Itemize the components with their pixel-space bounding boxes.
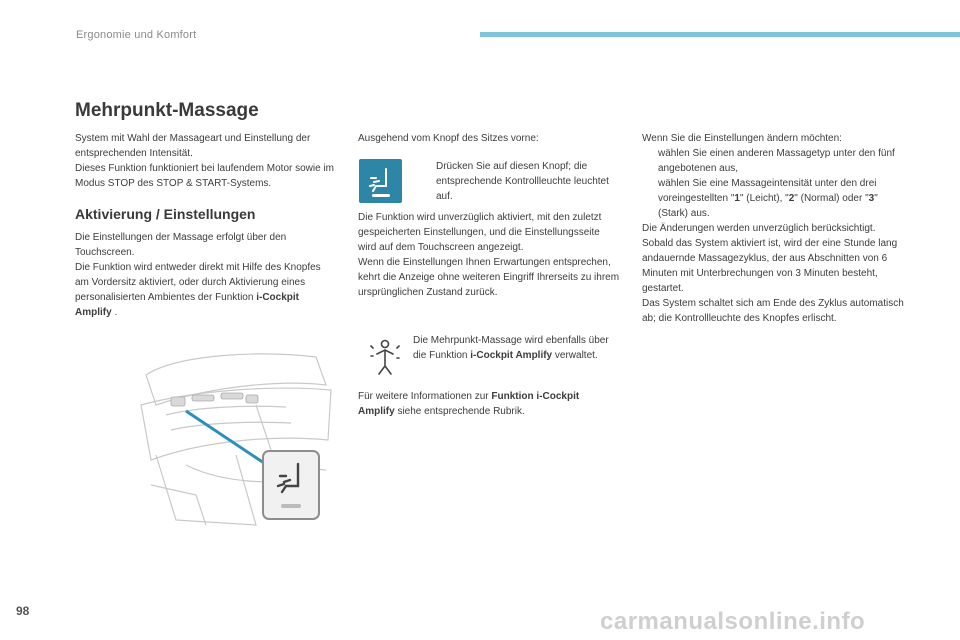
page-title: Mehrpunkt-Massage — [75, 100, 259, 121]
massage-button-icon — [359, 159, 402, 203]
icockpit-amplify-label: i-Cockpit Amplify — [75, 292, 299, 318]
massage-type-bullet: wählen Sie einen anderen Massagetyp unter den fünf angebotenen aus, — [658, 148, 895, 174]
massage-button-picture — [262, 450, 320, 520]
page-number: 98 — [16, 604, 30, 618]
press-button-bullet: Drücken Sie auf diesen Knopf; die entsprechende Kontrollleuchte leuchtet auf. — [420, 159, 610, 204]
activation-paragraph-1: Die Einstellungen der Massage erfolgt über den Touchscreen. — [75, 232, 287, 258]
change-settings-intro: Wenn Sie die Einstellungen ändern möchten: — [642, 133, 842, 144]
activation-text — [75, 230, 325, 320]
seat-massage-icon — [359, 159, 402, 203]
button-intro: Ausgehend vom Knopf des Sitzes vorne: — [358, 133, 539, 144]
seat-massage-icon — [264, 452, 318, 518]
bullet-marker — [420, 159, 430, 204]
activation-paragraph-2: Die Funktion wird entweder direkt mit Hilfe des Knopfes am Vordersitz aktiviert, oder durch Aktivierung eines personalisierten Ambientes der Funktion i-Cockpit Amplify . — [75, 262, 321, 318]
header-accent-bar — [480, 32, 960, 37]
auto-return-paragraph: Wenn die Einstellungen Ihnen Erwartungen entsprechen, kehrt die Anzeige ohne weiteren Eingriff Ihrerseits zu ihrem ursprünglichen Zustand zurück. — [358, 257, 620, 298]
intro-paragraph-2: Dieses Funktion funktioniert bei laufendem Motor sowie im Modus STOP des STOP & START-Systems. — [75, 163, 335, 189]
more-info-note: Für weitere Informationen zur Funktion i-Cockpit Amplify siehe entsprechende Rubrik. — [358, 391, 580, 417]
auto-off-paragraph: Das System schaltet sich am Ende des Zyklus automatisch ab; die Kontrollleuchte des Knopfes erlischt. — [642, 298, 904, 324]
massage-person-icon — [365, 336, 405, 376]
change-settings-text — [642, 131, 907, 326]
changes-applied-paragraph: Die Änderungen werden unverzüglich berücksichtigt. — [642, 223, 876, 234]
activation-result-text — [358, 210, 620, 300]
massage-cycle-paragraph: Sobald das System aktiviert ist, wird der eine Stunde lang andauernde Massagezyklus, der aus Abschnitten von 6 Minuten mit Unterbrechungen von 3 Minuten besteht, gestartet. — [642, 238, 898, 294]
icockpit-note: Die Mehrpunkt-Massage wird ebenfalls über die Funktion i-Cockpit Amplify verwaltet. — [413, 335, 609, 361]
section-subtitle: Aktivierung / Einstellungen — [75, 206, 256, 222]
intro-paragraph-1: System mit Wahl der Massageart und Einstellung der entsprechenden Intensität. — [75, 133, 311, 159]
watermark: carmanualsonline.info — [600, 608, 866, 635]
intensity-bullet: wählen Sie eine Massageintensität unter den drei voreingestellten "1" (Leicht), "2" (Normal) oder "3" (Stark) aus. — [658, 178, 878, 219]
section-header: Ergonomie und Komfort — [76, 29, 197, 41]
activation-result-paragraph: Die Funktion wird unverzüglich aktiviert, mit den zuletzt gespeicherten Einstellungen, und die Einstellungsseite wird auf dem Touchscreen angezeigt. — [358, 212, 602, 253]
intro-text — [75, 131, 340, 191]
